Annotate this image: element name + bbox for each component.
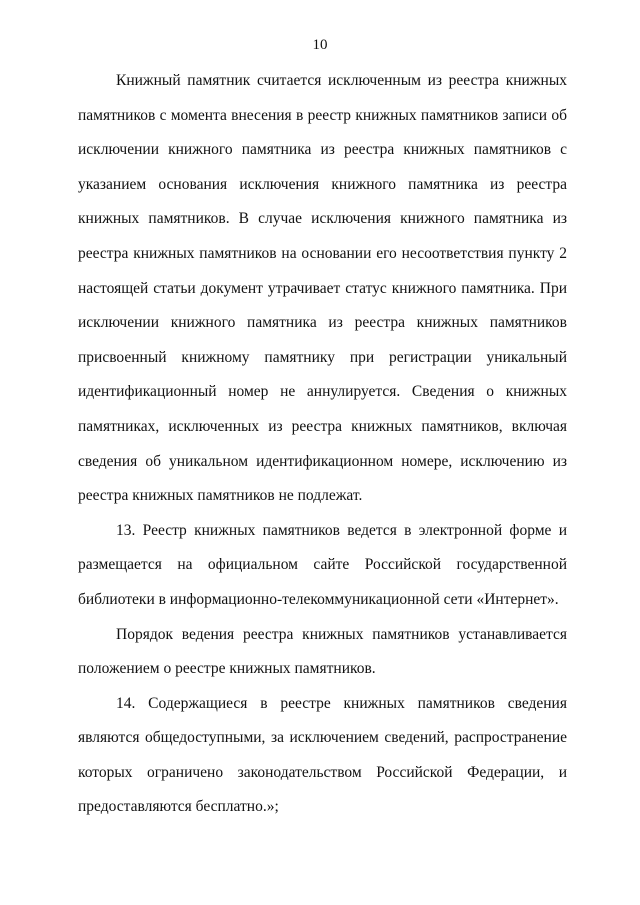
paragraph-registry-procedure: Порядок ведения реестра книжных памятников устанавливается положением о реестре книжных памятников. — [78, 625, 567, 678]
paragraph-book-monument-exclusion: Книжный памятник считается исключенным из реестра книжных памятников с момента внесения в реестр книжных памятников записи об исключении книжного памятника из реестра книжных памятников с указанием основания исключения книжного памятника из реестра книжных памятников. В случае исключения книжного памятника из реестра книжных памятников на основании его несоответствия пункту 2 настоящей статьи документ утрачивает статус книжного памятника. При исключении книжного памятника из реестра книжных памятников присвоенный книжному памятнику при регистрации уникальный идентификационный номер не аннулируется. Сведения о книжных памятниках, исключенных из реестра книжных памятников, включая сведения об уникальном идентификационном номере, исключению из реестра книжных памятников не подлежат. — [78, 72, 567, 505]
document-body — [78, 64, 567, 825]
page-number: 10 — [312, 37, 328, 53]
paragraph-item-14: 14. Содержащиеся в реестре книжных памятников сведения являются общедоступными, за исключением сведений, распространение которых ограничено законодательством Российской Федерации, и предоставляются бесплатно.»; — [78, 694, 567, 816]
paragraph-item-13: 13. Реестр книжных памятников ведется в электронной форме и размещается на официальном сайте Российской государственной библиотеки в информационно-телекоммуникационной сети «Интернет». — [78, 521, 567, 608]
